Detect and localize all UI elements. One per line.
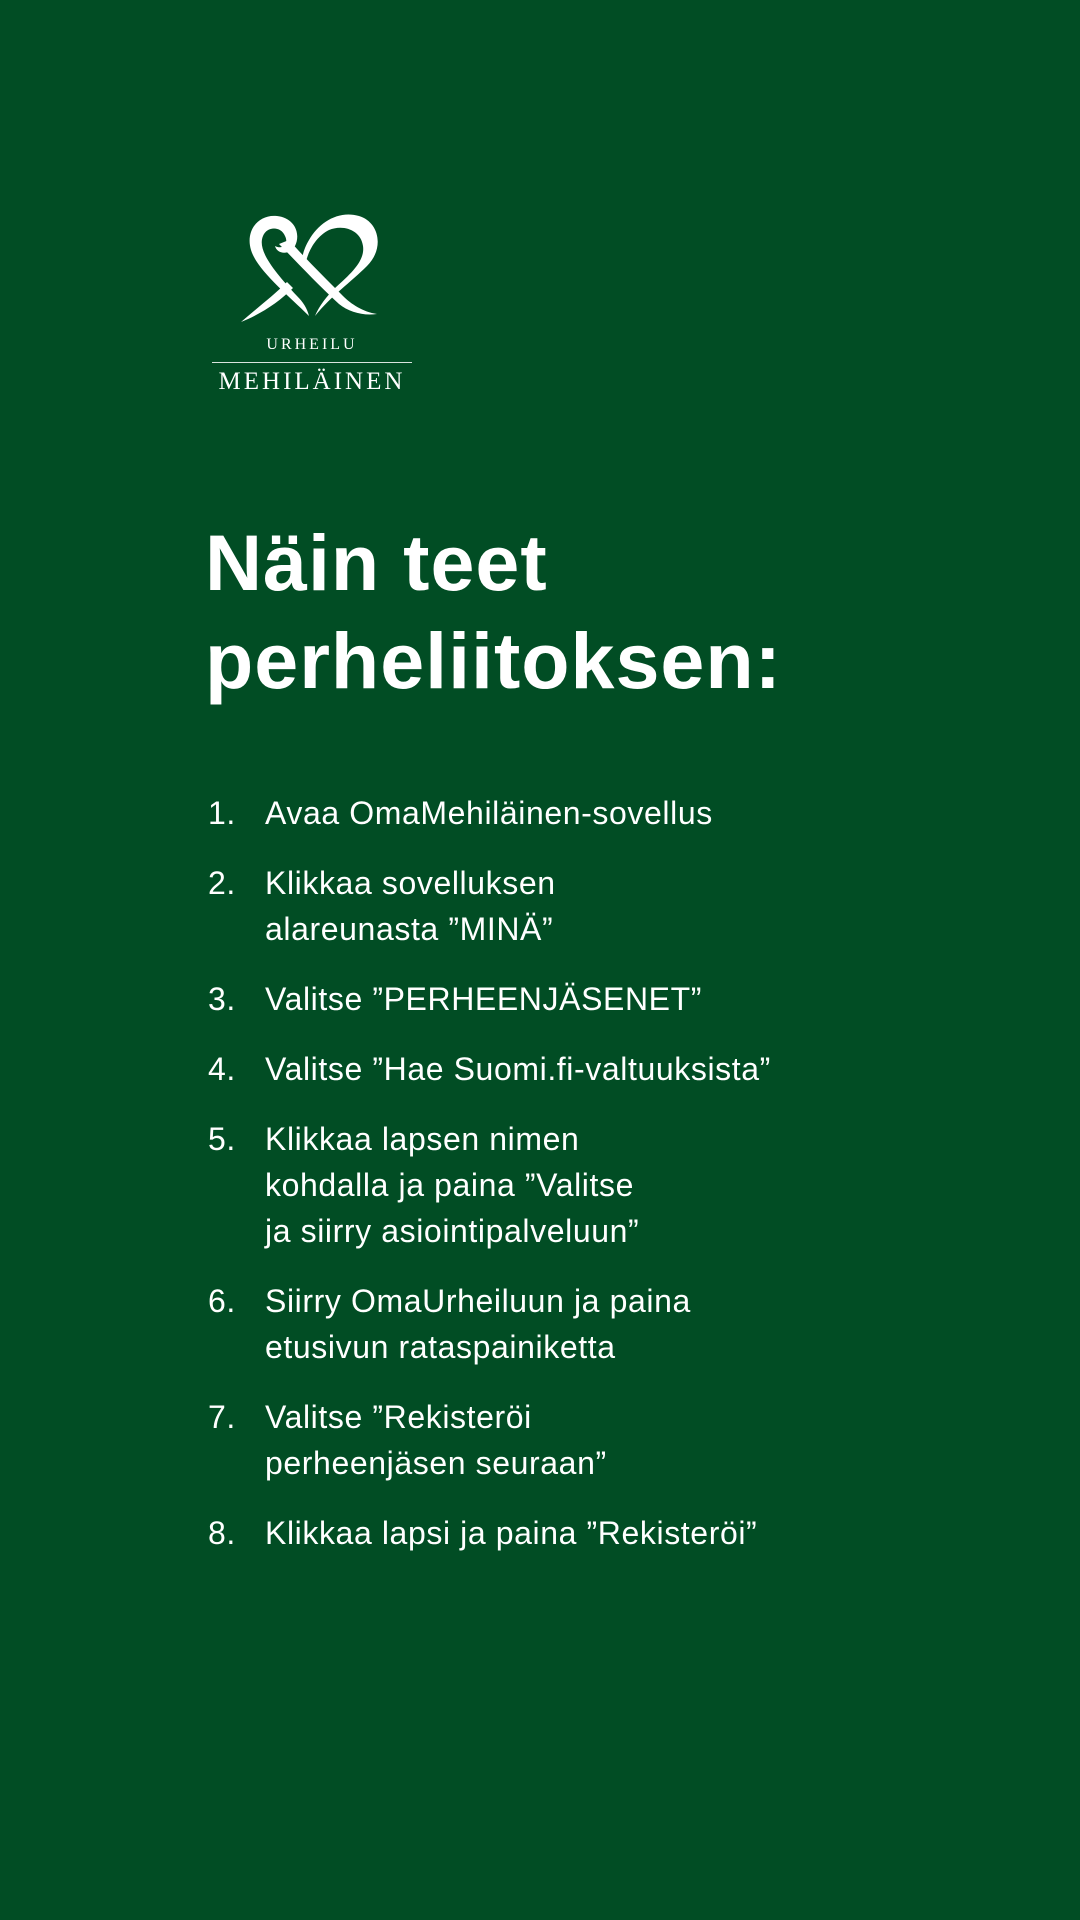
step-number: 6. xyxy=(208,1283,236,1319)
logo-divider xyxy=(212,362,412,363)
step-item xyxy=(208,1116,1028,1254)
step-item xyxy=(208,790,1028,836)
step-text xyxy=(265,860,556,952)
step-number: 8. xyxy=(208,1515,236,1551)
step-item xyxy=(208,976,1028,1022)
step-item xyxy=(208,1394,1028,1486)
step-text xyxy=(265,790,713,836)
step-item xyxy=(208,1278,1028,1370)
step-number: 2. xyxy=(208,865,236,901)
step-text-line: kohdalla ja paina ”Valitse xyxy=(265,1167,635,1203)
step-text xyxy=(265,1510,757,1556)
logo-subtitle: URHEILU xyxy=(266,336,358,353)
step-text xyxy=(265,976,702,1022)
step-item xyxy=(208,860,1028,952)
step-text-line: alareunasta ”MINÄ” xyxy=(265,911,554,947)
step-text-line: Siirry OmaUrheiluun ja paina xyxy=(265,1283,691,1319)
step-text-line: perheenjäsen seuraan” xyxy=(265,1445,607,1481)
step-text xyxy=(265,1046,771,1092)
step-number: 3. xyxy=(208,981,236,1017)
step-item xyxy=(208,1510,1028,1556)
step-text xyxy=(265,1394,607,1486)
step-number: 5. xyxy=(208,1121,236,1157)
title-line-1: Näin teet xyxy=(205,518,548,607)
brand-logo xyxy=(208,212,416,397)
heart-ribbon-logo-icon xyxy=(239,212,385,324)
step-number: 4. xyxy=(208,1051,236,1087)
steps-list xyxy=(208,790,1028,1580)
step-text-line: Klikkaa lapsen nimen xyxy=(265,1121,580,1157)
step-text-line: ja siirry asiointipalveluun” xyxy=(265,1213,640,1249)
page-title xyxy=(205,514,1005,710)
step-text xyxy=(265,1278,691,1370)
title-line-2: perheliitoksen: xyxy=(205,616,782,705)
step-text-line: Klikkaa sovelluksen xyxy=(265,865,556,901)
step-text-line: Klikkaa lapsi ja paina ”Rekisteröi” xyxy=(265,1515,758,1551)
step-text-line: etusivun rataspainiketta xyxy=(265,1329,616,1365)
step-text xyxy=(265,1116,639,1254)
logo-wordmark: MEHILÄINEN xyxy=(218,368,406,395)
step-text-line: Valitse ”Hae Suomi.fi-valtuuksista” xyxy=(265,1051,771,1087)
step-number: 1. xyxy=(208,795,236,831)
step-item xyxy=(208,1046,1028,1092)
step-text-line: Avaa OmaMehiläinen-sovellus xyxy=(265,795,713,831)
step-number: 7. xyxy=(208,1399,236,1435)
step-text-line: Valitse ”PERHEENJÄSENET” xyxy=(265,981,703,1017)
step-text-line: Valitse ”Rekisteröi xyxy=(265,1399,532,1435)
